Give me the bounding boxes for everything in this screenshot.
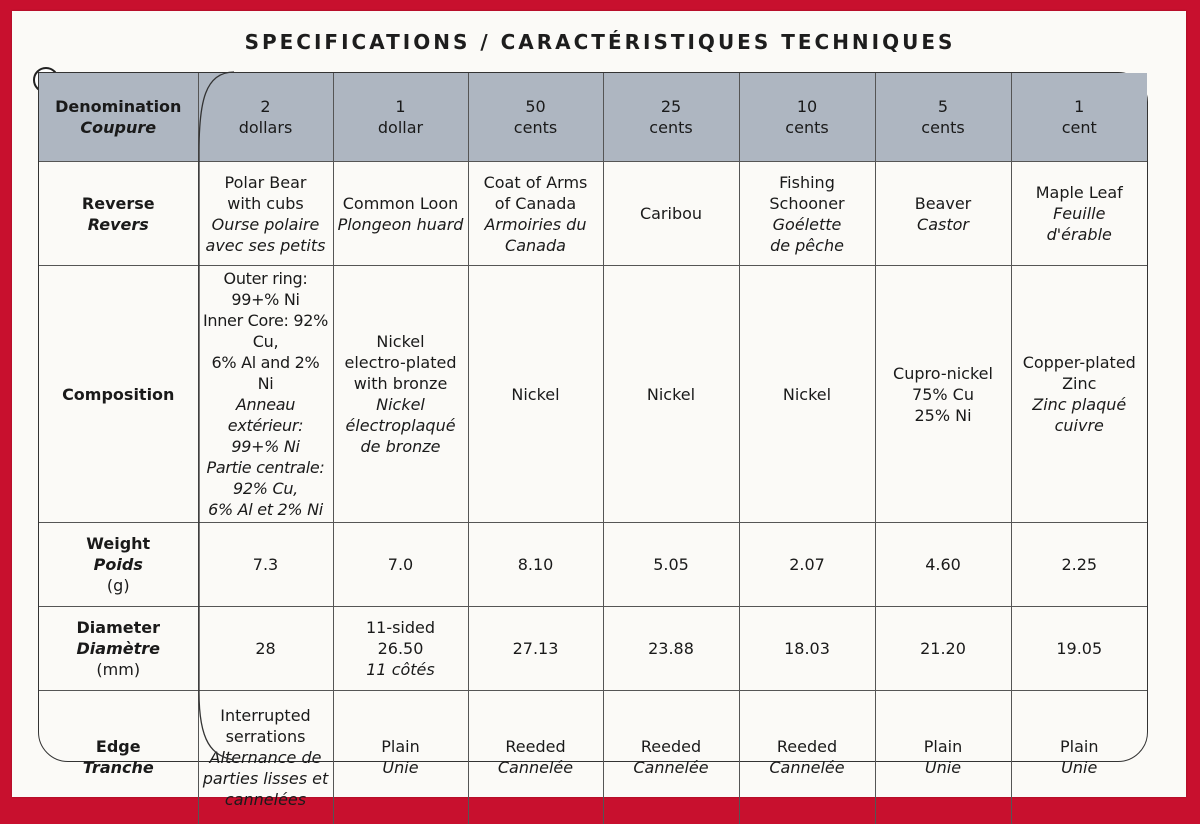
cell-line: Plain: [1060, 737, 1099, 757]
table-cell: [603, 266, 739, 523]
cell-line: Plongeon huard: [337, 214, 464, 234]
cell-line: Reverse: [81, 193, 155, 213]
row-label-diameter: [39, 607, 198, 691]
table-cell: [1011, 607, 1147, 691]
row-label-composition: [39, 266, 198, 523]
cell-line: Canada: [505, 235, 566, 255]
specifications-table-frame: [38, 72, 1148, 809]
table-cell: [198, 691, 333, 824]
cell-line: Inner Core: 92% Cu,: [202, 311, 329, 351]
table-cell: [468, 266, 603, 523]
cell-line: 4.60: [925, 555, 961, 574]
table-cell: [333, 523, 468, 607]
table-cell: [875, 691, 1011, 824]
table-cell: [1011, 691, 1147, 824]
cell-line: Ourse polaire: [211, 214, 320, 234]
denomination-cell: [875, 73, 1011, 162]
cell-line: Alternance de: [209, 747, 322, 767]
cell-line: parties lisses et: [202, 768, 329, 788]
table-cell: [603, 162, 739, 266]
cell-line: 92% Cu,: [233, 479, 298, 498]
cell-line: Cannelée: [633, 758, 709, 778]
cell-line: cents: [921, 118, 965, 137]
cell-line: cents: [649, 118, 693, 137]
cell-line: 6% Al et 2% Ni: [208, 500, 323, 519]
row-label-fr: Coupure: [80, 118, 157, 137]
cell-line: 21.20: [920, 639, 966, 658]
cell-line: Anneau extérieur:: [227, 395, 304, 435]
row-label-edge: [39, 691, 198, 824]
denomination-cell: [468, 73, 603, 162]
cell-line: 11 côtés: [366, 660, 435, 679]
cell-line: Diameter: [76, 618, 160, 637]
cell-line: Feuille: [1053, 204, 1106, 223]
table-cell: [1011, 523, 1147, 607]
table-cell: [198, 162, 333, 266]
table-cell: [468, 523, 603, 607]
cell-line: Schooner: [769, 193, 845, 213]
cell-line: Edge: [95, 737, 141, 757]
cell-line: 5: [937, 97, 949, 116]
cell-line: 7.0: [387, 555, 414, 574]
cell-line: cannelées: [224, 789, 307, 809]
row-label-fr: Poids: [93, 555, 143, 574]
cell-line: 5.05: [653, 555, 689, 574]
cell-line: Outer ring: 99+% Ni: [223, 269, 308, 309]
cell-line: dollar: [377, 118, 424, 137]
cell-line: 26.50: [377, 639, 424, 658]
cell-line: 25% Ni: [914, 405, 972, 425]
cell-line: Cannelée: [769, 758, 845, 778]
table-cell: [875, 266, 1011, 523]
cell-line: 50: [525, 97, 546, 116]
cell-line: électroplaqué: [345, 416, 456, 435]
cell-line: 7.3: [252, 555, 279, 574]
table-cell: [333, 162, 468, 266]
cell-line: Maple Leaf: [1035, 183, 1123, 202]
cell-line: Armoiries du: [484, 214, 587, 234]
cell-line: Polar Bear: [224, 172, 307, 192]
cell-line: Nickel: [376, 332, 425, 351]
table-cell: [333, 691, 468, 824]
row-label-fr: Diamètre: [76, 639, 160, 658]
cell-line: Partie centrale:: [206, 458, 325, 477]
table-cell: [603, 691, 739, 824]
table-cell: [603, 523, 739, 607]
table-cell: [739, 691, 875, 824]
row-reverse: [39, 162, 1147, 266]
cell-line: Zinc plaqué: [1032, 395, 1127, 414]
denomination-cell: [739, 73, 875, 162]
table-cell: [333, 266, 468, 523]
table-cell: [468, 691, 603, 824]
cell-line: 19.05: [1056, 639, 1103, 658]
cell-line: Beaver: [914, 193, 972, 213]
row-edge: [39, 691, 1147, 824]
cell-line: cent: [1061, 118, 1097, 137]
cell-line: 2.07: [789, 555, 825, 574]
row-label-unit: (mm): [96, 660, 141, 679]
cell-line: electro-plated: [344, 353, 457, 372]
cell-line: Nickel: [646, 384, 696, 404]
cell-line: Plain: [381, 737, 420, 757]
table-cell: [739, 607, 875, 691]
table-cell: [198, 607, 333, 691]
cell-line: Reeded: [640, 737, 702, 757]
cell-line: Caribou: [639, 204, 703, 223]
table-cell: [1011, 162, 1147, 266]
cell-line: Nickel: [511, 384, 560, 404]
cell-line: Reeded: [505, 737, 566, 757]
table-cell: [198, 266, 333, 523]
cell-line: dollars: [238, 118, 293, 137]
denomination-row: [39, 73, 1147, 162]
row-label-weight: [39, 523, 198, 607]
denomination-cell: [603, 73, 739, 162]
cell-line: Cannelée: [497, 758, 574, 778]
cell-line: 18.03: [784, 639, 830, 658]
cell-line: Goélette: [772, 214, 842, 234]
cell-line: avec ses petits: [205, 235, 326, 255]
cell-line: 23.88: [648, 639, 694, 658]
table-cell: [603, 607, 739, 691]
cell-line: de pêche: [770, 235, 844, 255]
cell-line: Denomination: [55, 97, 182, 116]
cell-line: Unie: [924, 758, 962, 778]
cell-line: Fishing: [779, 172, 835, 192]
table-cell: [468, 607, 603, 691]
cell-line: Nickel: [376, 395, 425, 414]
cell-line: 2: [260, 97, 271, 116]
cell-line: 28: [255, 639, 276, 658]
table-cell: [468, 162, 603, 266]
cell-line: Zinc: [1062, 374, 1097, 393]
cell-line: 1: [395, 97, 406, 116]
cell-line: 1: [1074, 97, 1085, 116]
cell-line: 25: [660, 97, 682, 116]
cell-line: 6% Al and 2% Ni: [211, 353, 320, 393]
row-label-reverse: [39, 162, 198, 266]
cell-line: Copper-plated: [1022, 353, 1136, 372]
denomination-cell: [198, 73, 333, 162]
cell-line: Unie: [1061, 758, 1098, 778]
cell-line: with bronze: [353, 374, 448, 393]
row-weight: [39, 523, 1147, 607]
cell-line: d'érable: [1046, 225, 1112, 244]
table-cell: [875, 607, 1011, 691]
cell-line: 11-sided: [365, 618, 436, 637]
cell-line: Weight: [86, 534, 151, 553]
cell-line: Composition: [62, 384, 175, 404]
cell-line: Coat of Arms: [483, 172, 588, 192]
cell-line: 8.10: [517, 555, 554, 574]
table-cell: [739, 162, 875, 266]
row-label-denomination: [39, 73, 198, 162]
cell-line: with cubs: [227, 193, 304, 213]
cell-line: 10: [796, 97, 818, 116]
cell-line: Interrupted: [220, 705, 311, 725]
cell-line: cuivre: [1054, 416, 1104, 435]
denomination-cell: [333, 73, 468, 162]
page-title: SPECIFICATIONS / CARACTÉRISTIQUES TECHNIQUES: [244, 30, 956, 54]
cell-line: serrations: [225, 726, 306, 746]
table-cell: [875, 523, 1011, 607]
table-cell: [198, 523, 333, 607]
cell-line: Reeded: [776, 737, 838, 757]
specifications-table: [39, 73, 1147, 824]
row-label-unit: (g): [106, 576, 130, 595]
table-cell: [739, 523, 875, 607]
cell-line: 75% Cu: [912, 384, 974, 404]
table-cell: [739, 266, 875, 523]
cell-line: 99+% Ni: [231, 437, 300, 456]
row-diameter: [39, 607, 1147, 691]
table-cell: [333, 607, 468, 691]
cell-line: of Canada: [494, 193, 577, 213]
row-label-fr: Tranche: [82, 758, 154, 778]
cell-line: Unie: [382, 758, 419, 778]
table-cell: [1011, 266, 1147, 523]
denomination-cell: [1011, 73, 1147, 162]
cell-line: cents: [513, 118, 558, 137]
row-label-fr: Revers: [87, 214, 149, 234]
cell-line: de bronze: [360, 437, 441, 456]
cell-line: Plain: [923, 737, 963, 757]
cell-line: Nickel: [782, 384, 832, 404]
cell-line: Common Loon: [342, 193, 459, 213]
cell-line: Castor: [917, 214, 969, 234]
cell-line: 27.13: [512, 639, 559, 658]
cell-line: cents: [785, 118, 829, 137]
table-cell: [875, 162, 1011, 266]
cell-line: Cupro-nickel: [893, 363, 993, 383]
cell-line: 2.25: [1061, 555, 1098, 574]
row-composition: [39, 266, 1147, 523]
